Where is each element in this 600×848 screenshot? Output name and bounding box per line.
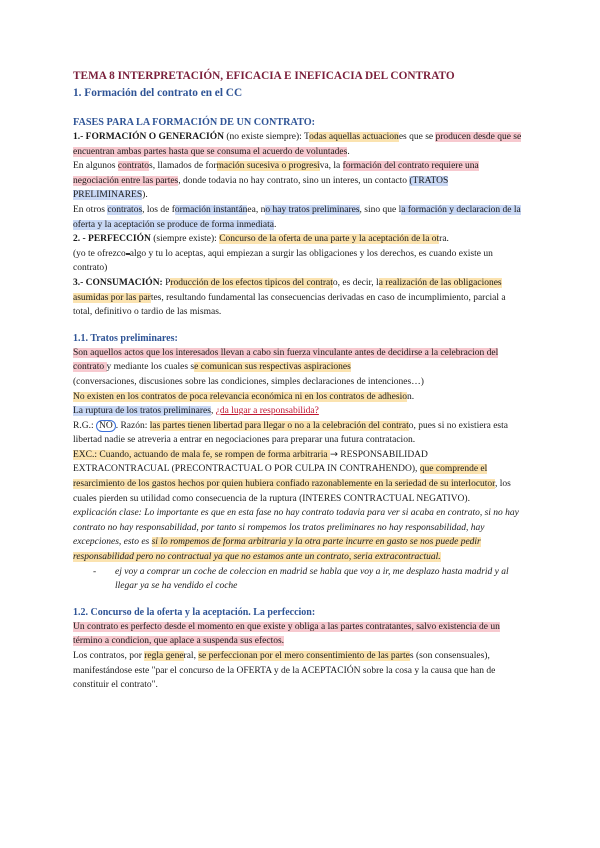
document-title: TEMA 8 INTERPRETACIÓN, EFICACIA E INEFICACIA DEL CONTRATO <box>73 70 455 82</box>
tratos-examples: (conversaciones, discusiones sobre las condiciones, simples declaraciones de intenciones…) <box>73 376 424 387</box>
highlight-text: Un contrato es perfecto desde el momento en que existe y obliga a las partes contratantes, salvo existencia de un término a condicion, que aplace a suspenda sus efectos. <box>73 621 500 647</box>
highlight-text: odas aquellas actuacion <box>309 132 399 142</box>
circled-answer: NO <box>96 420 116 432</box>
explicacion-clase <box>73 506 525 564</box>
text: es que se <box>398 132 436 142</box>
text: P <box>162 277 171 288</box>
highlight-text: Son aquellos actos que los interesados llevan a cabo sin fuerza vinculante antes de decidirse a la celebracion del contrato <box>73 347 499 373</box>
highlight-text: a realización de las obligaciones asumidas por las par <box>73 277 502 303</box>
arrow-right-icon: → <box>329 448 338 460</box>
list-item-text: ej voy a comprar un coche de coleccion en madrid se habla que voy a ir, me desplazo hasta madrid y al llegar ya se ha vendido el coche <box>115 566 509 592</box>
text: , sino que l <box>359 204 402 215</box>
highlight-text: que comprende el resarcimiento de los gastos hechos por quien hubiera confiado razonablemente en la seriedad de su interlocutor <box>73 464 495 490</box>
tratos-regla-general <box>73 419 525 448</box>
text: En algunos <box>73 161 118 172</box>
fase-1-note: (no existe siempre): T <box>223 132 310 142</box>
tratos-definition <box>73 346 525 375</box>
section-heading-formacion: 1. Formación del contrato en el CC <box>73 87 243 99</box>
highlight-text: a formación y declaracion de la oferta y la aceptación se produce de forma inmediata <box>73 204 521 230</box>
fase-2-paragraph <box>73 232 525 247</box>
highlight-text: Concurso de la oferta de una parte y la aceptación de la ot <box>219 234 440 245</box>
highlight-text: producen desde que se encuentran ambas partes hasta que se consuma el acuerdo de voluntades <box>73 132 522 157</box>
fase-1-paragraph <box>73 130 525 159</box>
spacer <box>73 320 525 332</box>
fase-1-detail <box>73 159 525 203</box>
text: , donde todavia no hay contrato, sino un interes, un contacto <box>178 175 410 186</box>
concurso-heading: 1.2. Concurso de la oferta y la aceptación. La perfeccion: <box>73 606 316 618</box>
highlight-text: o hay tratos preliminares <box>265 204 360 215</box>
highlight-text: se perfeccionan por el mero consentimiento de las parte <box>198 651 410 661</box>
text: ea, n <box>247 204 266 215</box>
text: s (son consensuales), manifestándose este "par el concurso de la OFERTA y de la ACEPTACIÓN sobre la cosa y la causa que han de constituir el contrato". <box>73 651 496 691</box>
fase-3-label: 3.- CONSUMACIÓN: <box>73 277 163 288</box>
text: , <box>210 406 216 417</box>
highlight-text: mación sucesiva o progresi <box>216 161 320 172</box>
text: En otros <box>73 204 108 215</box>
text: ). <box>142 190 148 201</box>
highlight-text: e comunican sus respectivas aspiraciones <box>194 362 351 373</box>
text: ra. <box>439 234 449 245</box>
fase-3-paragraph <box>73 276 525 320</box>
tratos-no-existen <box>73 390 525 405</box>
text: , los cuales pierden su utilidad como consecuencia de la ruptura (INTERES CONTRACTUAL NEGATIVO). <box>73 479 511 504</box>
highlight-text: (TRATOS PRELIMINARES <box>73 175 449 201</box>
text: (yo te ofrezco <box>73 248 126 259</box>
fase-2-label: 2. - PERFECCIÓN <box>73 234 151 245</box>
fase-1-detail-2 <box>73 203 525 232</box>
text: explicación clase: Lo importante es que en esta fase no hay contrato todavia para ver si acaba en contrato, si no hay contrato no hay responsabilidad, por tanto si rompemos los tratos preliminares no hay responsabilidad, hay excepciones, esto es <box>73 508 519 548</box>
highlight-text: EXC.: Cuando, actuando de mala fe, se rompen de forma arbitraria <box>73 449 330 460</box>
fases-heading: FASES PARA LA FORMACIÓN DE UN CONTRATO: <box>73 117 316 128</box>
bullet-dash: - <box>93 566 97 577</box>
fase-2-detail <box>73 247 525 276</box>
highlight-text: roducción de los efectos tipicos del contrat <box>170 277 333 288</box>
fase-1-label: 1.- FORMACIÓN O GENERACIÓN <box>73 132 224 142</box>
text: . Razón: <box>115 420 150 431</box>
text: R.G.: <box>73 420 96 431</box>
text: n. <box>406 391 415 402</box>
highlight-text: No existen en los contratos de poca relevancia económica ni en los contratos de adhesio <box>73 391 407 402</box>
highlight-text: contratos <box>107 204 143 215</box>
concurso-definition <box>73 620 525 649</box>
concurso-regla <box>73 649 525 693</box>
text: . <box>273 219 277 230</box>
text: s, llamados de for <box>149 161 217 172</box>
tratos-ruptura <box>73 404 525 419</box>
highlight-text: La ruptura de los tratos preliminares <box>73 406 211 417</box>
tratos-excepcion <box>73 448 525 506</box>
text: algo y tu lo aceptas, aqui empiezan a surgir las obligaciones y los derechos, es cuando existe un contrato) <box>73 248 493 274</box>
highlight-text: ormación instantán <box>174 204 248 215</box>
tratos-heading: 1.1. Tratos preliminares: <box>73 332 178 344</box>
text: ral, <box>183 651 199 661</box>
text: , los de f <box>142 204 175 215</box>
annotation-question: ¿da lugar a responsabilida? <box>215 406 319 417</box>
highlight-text: regla gene <box>144 651 184 661</box>
text: RESPONSABILIDAD EXTRACONTRACUAL (PRECONTRACTUAL O POR CULPA IN CONTRAHENDO), <box>73 449 428 475</box>
highlight-text: las partes tienen libertad para llegar o no a la celebración del contrat <box>149 420 409 431</box>
document-page <box>73 68 525 693</box>
list-item <box>93 565 525 594</box>
highlight-text: si lo rompemos de forma arbitraria y la otra parte incurre en gasto se nos puede pedir responsabilidad pero no contractual ya que no estamos ante un contrato, seria extracontractual. <box>73 537 481 563</box>
text: y mediante los cuales s <box>106 362 195 373</box>
highlight-text: contrato <box>117 161 149 172</box>
spacer <box>73 594 525 606</box>
text: o, es decir, l <box>332 277 379 288</box>
text: tes, resultando fundamental las consecuencias derivadas en caso de incumplimiento, parcial a total, definitivo o tardio de las mismas. <box>73 292 506 318</box>
highlight-text: formación del contrato requiere una negociación entre las partes <box>73 161 479 186</box>
text: o, pues si no existiera esta libertad nadie se atreveria a entrar en negociaciones para preparar una futura contratacion. <box>73 420 508 446</box>
fase-2-note: (siempre existe): <box>150 234 220 245</box>
text: . <box>347 146 350 157</box>
text: va, la <box>319 161 343 172</box>
text: Los contratos, por <box>73 651 145 661</box>
